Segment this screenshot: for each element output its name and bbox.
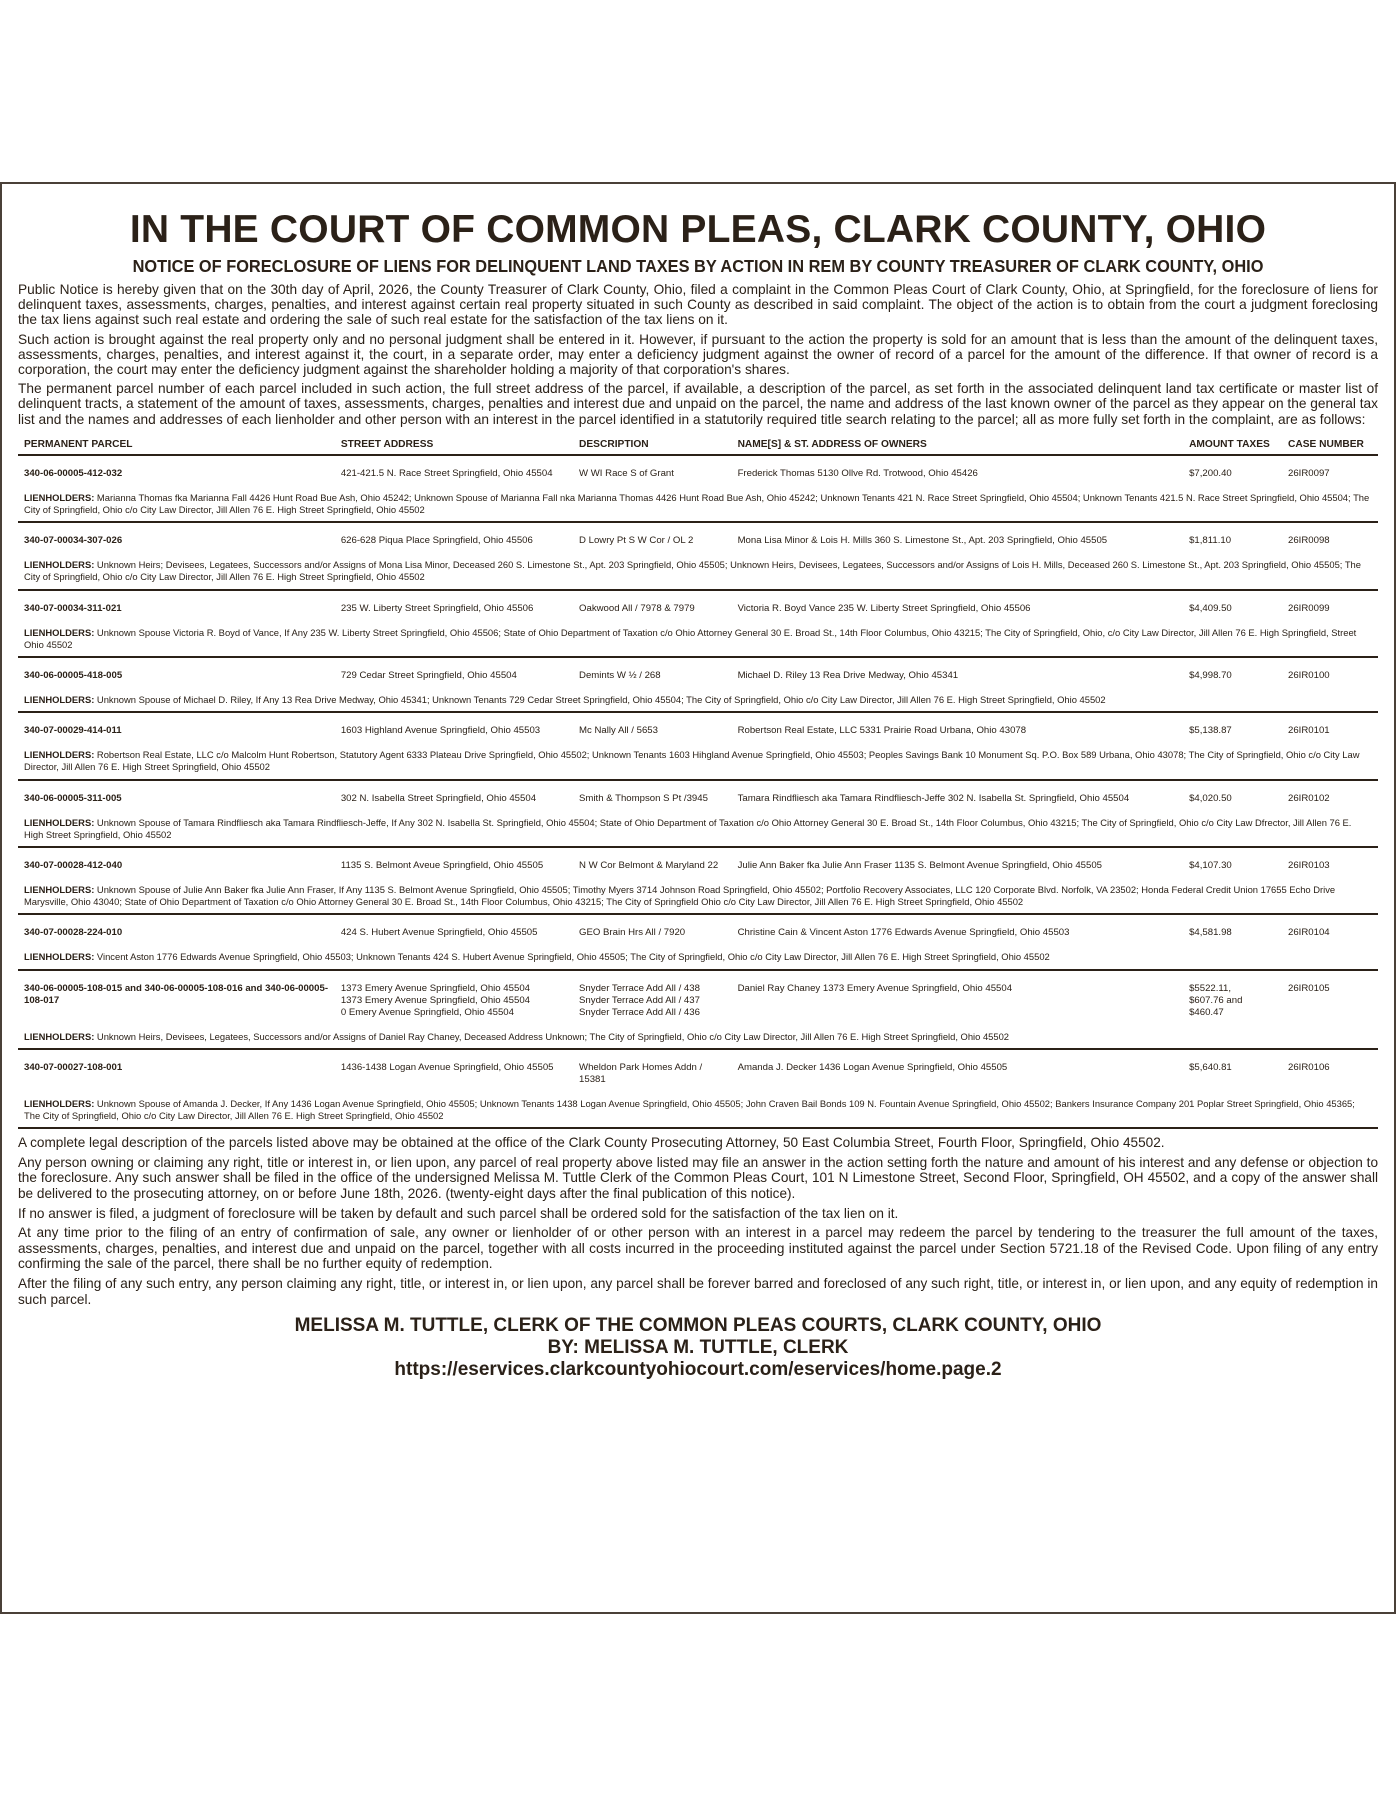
street-address-line: 235 W. Liberty Street Springfield, Ohio 45506	[340, 602, 534, 614]
owner-name-address: Frederick Thomas 5130 Ollve Rd. Trotwood, Ohio 45426	[737, 467, 978, 479]
lienholders-text: Vincent Aston 1776 Edwards Avenue Springfield, Ohio 45503; Unknown Tenants 424 S. Hubert Avenue Springfield, Ohio 45505; The City of Springfield, Ohio c/o City Law Director, Jill Allen 76 E. High Street Springfield, Ohio 45502	[96, 951, 1050, 963]
table-row	[18, 847, 1378, 880]
case-number: 26IR0100	[1288, 670, 1330, 682]
street-address	[335, 1049, 573, 1094]
lienholders-row	[18, 488, 1378, 522]
street-address-line: 1603 Highland Avenue Springfield, Ohio 45503	[340, 725, 541, 737]
table-row	[18, 780, 1378, 813]
table-row	[18, 712, 1378, 745]
lienholders-label: LIENHOLDERS:	[24, 951, 95, 963]
case-number: 26IR0106	[1288, 1061, 1330, 1073]
amount-taxes-line: $460.47	[1189, 1006, 1224, 1018]
amount-taxes-line: $607.76 and	[1189, 994, 1243, 1006]
page-title: IN THE COURT OF COMMON PLEAS, CLARK COUNTY, OHIO	[129, 208, 1267, 251]
street-address	[335, 970, 573, 1027]
lienholders-text: Unknown Heirs; Devisees, Legatees, Successors and/or Assigns of Mona Lisa Minor, Deceased 260 S. Limestone St., Apt. 203 Springfield, Ohio 45505; Unknown Heirs, Devisees, Legatees, Successors and/or Assigns of Lois H. Mills, Deceased 260 S. Limestone St., Apt. 203 Springfield, Ohio 45505; The City of Springfield, Ohio c/o City Law Director, Jill Allen 76 E. High Street Springfield, Ohio 45502	[24, 559, 1361, 583]
clerk-signature-line: MELISSA M. TUTTLE, CLERK OF THE COMMON PLEAS COURTS, CLARK COUNTY, OHIO	[294, 1315, 1102, 1337]
street-address-line: 0 Emery Avenue Springfield, Ohio 45504	[340, 1006, 514, 1018]
amount-taxes	[1183, 590, 1282, 623]
owner-name-address: Daniel Ray Chaney 1373 Emery Avenue Springfield, Ohio 45504	[737, 982, 1013, 994]
parcel-description-line: D Lowry Pt S W Cor / OL 2	[579, 535, 694, 547]
amount-taxes	[1183, 914, 1282, 947]
lienholders-label: LIENHOLDERS:	[24, 626, 95, 638]
closing-paragraph: After the filing of any such entry, any person claiming any right, title, or interest in, or lien upon, any parcel shall be forever barred and foreclosed of any such right, title, or interest in, or lien upon, and any equity of redemption in such parcel.	[18, 1276, 1378, 1307]
amount-taxes	[1183, 522, 1282, 555]
intro-paragraph: Such action is brought against the real property only and no personal judgment shall be entered in it. However, if pursuant to the action the property is sold for an amount that is less than the amount of the delinquent taxes, assessments, charges, penalties, and interest against it, the court, in a separate order, may enter a deficiency judgment against the owner of record of a parcel for the amount of the difference. If that owner of record is a corporation, the court may enter the deficiency judgment against the shareholder holding a majority of that corporation's shares.	[18, 331, 1378, 378]
parcel-description	[573, 657, 732, 690]
table-body	[18, 455, 1378, 1128]
parcel-number: 340-07-00034-307-026	[24, 535, 123, 547]
parcel-description-line: Oakwood All / 7978 & 7979	[579, 602, 695, 614]
street-address	[335, 657, 573, 690]
column-header-description: DESCRIPTION	[573, 435, 732, 455]
street-address-line: 729 Cedar Street Springfield, Ohio 45504	[340, 670, 517, 682]
lienholders-cell	[18, 880, 1378, 914]
amount-taxes-line: $5,640.81	[1189, 1061, 1232, 1073]
amount-taxes-line: $4,998.70	[1189, 670, 1232, 682]
street-address-line: 1373 Emery Avenue Springfield, Ohio 45504	[340, 982, 530, 994]
lienholders-row	[18, 1094, 1378, 1128]
parcel-description-line: GEO Brain Hrs All / 7920	[579, 927, 686, 939]
parcel-description	[573, 1049, 732, 1094]
street-address-line: 1373 Emery Avenue Springfield, Ohio 45504	[340, 994, 530, 1006]
owner-name-address: Amanda J. Decker 1436 Logan Avenue Springfield, Ohio 45505	[737, 1061, 1008, 1073]
amount-taxes-line: $5522.11,	[1189, 982, 1232, 994]
amount-taxes	[1183, 780, 1282, 813]
column-header-owners: NAME[S] & ST. ADDRESS OF OWNERS	[732, 435, 1184, 455]
table-row	[18, 914, 1378, 947]
parcel-description-line: Snyder Terrace Add All / 438	[579, 982, 700, 994]
owner-name-address: Mona Lisa Minor & Lois H. Mills 360 S. Limestone St., Apt. 203 Springfield, Ohio 45505	[737, 535, 1108, 547]
legal-notice	[0, 182, 1396, 1614]
parcel-description-line: Wheldon Park Homes Addn / 15381	[579, 1061, 703, 1085]
lienholders-label: LIENHOLDERS:	[24, 1097, 95, 1109]
case-number: 26IR0102	[1288, 792, 1330, 804]
court-url-link[interactable]: https://eservices.clarkcountyohiocourt.com/eservices/home.page.2	[394, 1359, 1002, 1381]
owner-name-address: Robertson Real Estate, LLC 5331 Prairie Road Urbana, Ohio 43078	[737, 725, 1027, 737]
table-row	[18, 522, 1378, 555]
lienholders-text: Robertson Real Estate, LLC c/o Malcolm Hunt Robertson, Statutory Agent 6333 Plateau Drive Springfield, Ohio 45502; Unknown Tenants 1603 Hihgland Avenue Springfield, Ohio 45503; Peoples Savings Bank 10 Monument Sq. P.O. Box 589 Urbana, Ohio 43078; The City of Springfield, Ohio c/o City Law Director, Jill Allen 76 E. High Street Springfield, Ohio 45502	[24, 749, 1360, 773]
closing-paragraph: If no answer is filed, a judgment of foreclosure will be taken by default and such parcel shall be ordered sold for the satisfaction of the tax lien on it.	[18, 1205, 899, 1221]
table-row	[18, 1049, 1378, 1094]
table-row	[18, 590, 1378, 623]
street-address	[335, 590, 573, 623]
parcel-description-line: Snyder Terrace Add All / 436	[579, 1006, 700, 1018]
lienholders-cell	[18, 623, 1378, 657]
amount-taxes-line: $4,020.50	[1189, 792, 1232, 804]
amount-taxes	[1183, 657, 1282, 690]
case-number: 26IR0105	[1288, 982, 1330, 994]
case-number: 26IR0097	[1288, 467, 1330, 479]
lienholders-row	[18, 1027, 1378, 1049]
lienholders-label: LIENHOLDERS:	[24, 694, 95, 706]
parcel-number: 340-06-00005-418-005	[24, 670, 123, 682]
lienholders-label: LIENHOLDERS:	[24, 816, 95, 828]
amount-taxes	[1183, 970, 1282, 1027]
table-row	[18, 657, 1378, 690]
case-number: 26IR0101	[1288, 725, 1330, 737]
parcel-number: 340-06-00005-311-005	[24, 792, 122, 804]
lienholders-row	[18, 690, 1378, 712]
lienholders-cell	[18, 488, 1378, 522]
lienholders-cell	[18, 813, 1378, 847]
closing-section	[18, 1135, 1378, 1307]
parcel-description	[573, 780, 732, 813]
lienholders-text: Unknown Spouse of Julie Ann Baker fka Julie Ann Fraser, If Any 1135 S. Belmont Avenue Springfield, Ohio 45505; Timothy Myers 3714 Johnson Road Springfield, Ohio 45502; Portfolio Recovery Associates, LLC 120 Corporate Blvd. Norfolk, VA 23502; Honda Federal Credit Union 17655 Echo Drive Marysville, Ohio 43040; State of Ohio Department of Taxation c/o Ohio Attorney General 30 E. Broad St., 14th Floor Columbus, Ohio 43215; The City of Springfield Ohio c/o City Law Director, Jill Allen 76 E. High Street Springfield, Ohio 45502	[24, 884, 1336, 908]
street-address-line: 1436-1438 Logan Avenue Springfield, Ohio 45505	[340, 1061, 554, 1073]
amount-taxes-line: $5,138.87	[1189, 725, 1232, 737]
signature-block	[18, 1315, 1378, 1381]
lienholders-row	[18, 745, 1378, 779]
lienholders-text: Unknown Spouse Victoria R. Boyd of Vance, If Any 235 W. Liberty Street Springfield, Ohio 45506; State of Ohio Department of Taxation c/o Ohio Attorney General 30 E. Broad St., 14th Floor Columbus, Ohio 43215; The City of Springfield, Ohio, c/o City Law Director, Jill Allen 76 E. High Springfield, Street Ohio 45502	[24, 626, 1357, 650]
lienholders-cell	[18, 1027, 1378, 1049]
table-row	[18, 455, 1378, 488]
lienholders-label: LIENHOLDERS:	[24, 1030, 95, 1042]
amount-taxes	[1183, 847, 1282, 880]
amount-taxes-line: $1,811.10	[1189, 535, 1232, 547]
notice-subtitle: NOTICE OF FORECLOSURE OF LIENS FOR DELINQUENT LAND TAXES BY ACTION IN REM BY COUNTY TREASURER OF CLARK COUNTY, OHIO	[132, 256, 1264, 276]
lienholders-row	[18, 813, 1378, 847]
owner-name-address: Julie Ann Baker fka Julie Ann Fraser 1135 S. Belmont Avenue Springfield, Ohio 45505	[737, 860, 1102, 872]
parcel-number: 340-06-00005-108-015 and 340-06-00005-108-016 and 340-06-00005-108-017	[24, 982, 329, 1006]
street-address-line: 421-421.5 N. Race Street Springfield, Ohio 45504	[340, 467, 553, 479]
table-row	[18, 970, 1378, 1027]
street-address-line: 626-628 Piqua Place Springfield, Ohio 45506	[340, 535, 533, 547]
parcel-description	[573, 455, 732, 488]
column-header-parcel: PERMANENT PARCEL	[18, 435, 335, 455]
lienholders-row	[18, 555, 1378, 589]
closing-paragraph: At any time prior to the filing of an entry of confirmation of sale, any owner or lienholder of or other person with an interest in a parcel may redeem the parcel by tendering to the treasurer the full amount of the taxes, assessments, charges, penalties, and interest due and unpaid on the parcel, together with all costs incurred in the proceeding instituted against the parcel under Section 5721.18 of the Revised Code. Upon filing of any entry confirming the sale of the parcel, there shall be no further equity of redemption.	[18, 1225, 1378, 1272]
parcel-number: 340-07-00028-224-010	[24, 927, 123, 939]
parcel-number: 340-07-00028-412-040	[24, 860, 123, 872]
street-address-line: 302 N. Isabella Street Springfield, Ohio 45504	[340, 792, 537, 804]
owner-name-address: Michael D. Riley 13 Rea Drive Medway, Ohio 45341	[737, 670, 959, 682]
parcel-number: 340-07-00027-108-001	[24, 1061, 123, 1073]
parcel-description	[573, 522, 732, 555]
intro-paragraph: The permanent parcel number of each parcel included in such action, the full street address of the parcel, if available, a description of the parcel, as set forth in the associated delinquent land tax certificate or master list of delinquent tracts, a statement of the amount of taxes, assessments, charges, penalties and interest due and unpaid on the parcel, the name and address of the last known owner of the parcel as they appear on the general tax list and the names and addresses of each lienholder and other person with an interest in the parcel identified in a statutorily required title search relating to the parcel; all as more fully set forth in the complaint, are as follows:	[18, 381, 1378, 427]
intro-paragraph: Public Notice is hereby given that on the 30th day of April, 2026, the County Treasurer of Clark County, Ohio, filed a complaint in the Common Pleas Court of Clark County, Ohio, at Springfield, for the foreclosure of liens for delinquent taxes, assessments, charges, penalties, and interest against certain real property situated in such County as described in said complaint. The object of the action is to obtain from the court a judgment foreclosing the tax liens against such real estate and ordering the sale of such real estate for the satisfaction of the tax liens on it.	[18, 282, 1378, 328]
parcel-description	[573, 590, 732, 623]
parcel-description-line: Demints W ½ / 268	[579, 670, 661, 682]
owner-name-address: Tamara Rindfliesch aka Tamara Rindfliesch-Jeffe 302 N. Isabella St. Springfield, Ohio 45504	[737, 792, 1130, 804]
parcel-number: 340-07-00034-311-021	[24, 602, 122, 614]
lienholders-row	[18, 947, 1378, 969]
closing-paragraph: A complete legal description of the parcels listed above may be obtained at the office of the Clark County Prosecuting Attorney, 50 East Columbia Street, Fourth Floor, Springfield, Ohio 45502.	[18, 1135, 1165, 1151]
case-number: 26IR0098	[1288, 535, 1330, 547]
lienholders-cell	[18, 690, 1378, 712]
closing-paragraph: Any person owning or claiming any right, title or interest in, or lien upon, any parcel of real property above listed may file an answer in the action setting forth the nature and amount of his interest and any defense or objection to the foreclosure. Any such answer shall be filed in the office of the undersigned Melissa M. Tuttle Clerk of the Common Pleas Court, 101 N Limestone Street, Second Floor, Springfield, OH 45502, and a copy of the answer shall be delivered to the prosecuting attorney, on or before June 18th, 2026. (twenty-eight days after the final publication of this notice).	[18, 1154, 1378, 1202]
amount-taxes	[1183, 712, 1282, 745]
amount-taxes	[1183, 1049, 1282, 1094]
column-header-case: CASE NUMBER	[1282, 435, 1378, 455]
lienholders-row	[18, 623, 1378, 657]
parcel-number: 340-06-00005-412-032	[24, 467, 123, 479]
amount-taxes-line: $4,581.98	[1189, 927, 1232, 939]
street-address	[335, 914, 573, 947]
street-address	[335, 712, 573, 745]
parcel-description	[573, 914, 732, 947]
case-number: 26IR0099	[1288, 602, 1330, 614]
street-address-line: 1135 S. Belmont Aveue Springfield, Ohio 45505	[340, 860, 544, 872]
street-address	[335, 455, 573, 488]
lienholders-text: Unknown Spouse of Michael D. Riley, If Any 13 Rea Drive Medway, Ohio 45341; Unknown Tenants 729 Cedar Street Springfield, Ohio 45504; The City of Springfield, Ohio c/o City Law Director, Jill Allen 76 E. High Street Springfield, Ohio 45502	[96, 694, 1106, 706]
owner-name-address: Victoria R. Boyd Vance 235 W. Liberty Street Springfield, Ohio 45506	[737, 602, 1031, 614]
lienholders-label: LIENHOLDERS:	[24, 884, 95, 896]
lienholders-text: Unknown Spouse of Tamara Rindfliesch aka Tamara Rindfliesch-Jeffe, If Any 302 N. Isabella St. Springfield, Ohio 45504; State of Ohio Department of Taxation c/o Ohio Attorney General 30 E. Broad St., 14th Floor Columbus, Ohio 43215; The City of Springfield, Ohio c/o City Law Dfrector, Jill Allen 76 E. High Street Springfield, Ohio 45502	[24, 816, 1352, 840]
parcel-description	[573, 712, 732, 745]
parcel-description-line: Smith & Thompson S Pt /3945	[579, 792, 708, 804]
parcels-table	[18, 435, 1378, 1129]
amount-taxes-line: $4,409.50	[1189, 602, 1232, 614]
lienholders-cell	[18, 947, 1378, 969]
parcel-description-line: W WI Race S of Grant	[579, 467, 674, 479]
street-address	[335, 522, 573, 555]
amount-taxes-line: $7,200.40	[1189, 467, 1232, 479]
case-number: 26IR0104	[1288, 927, 1330, 939]
lienholders-text: Unknown Spouse of Amanda J. Decker, If Any 1436 Logan Avenue Springfield, Ohio 45505; Unknown Tenants 1438 Logan Avenue Springfield, Ohio 45505; John Craven Bail Bonds 109 N. Fountain Avenue Springfield, Ohio 45502; Bankers Insurance Company 201 Poplar Street Springfield, Ohio 45365; The City of Springfield, Ohio c/o City Law Director, Jill Allen 76 E. High Street Springfield, Ohio 45502	[24, 1097, 1355, 1122]
lienholders-cell	[18, 1094, 1378, 1128]
column-header-address: STREET ADDRESS	[335, 435, 573, 455]
parcel-description-line: Mc Nally All / 5653	[579, 725, 658, 737]
case-number: 26IR0103	[1288, 860, 1330, 872]
parcel-description	[573, 847, 732, 880]
amount-taxes-line: $4,107.30	[1189, 860, 1232, 872]
parcel-description	[573, 970, 732, 1027]
lienholders-label: LIENHOLDERS:	[24, 491, 95, 503]
parcel-description-line: N W Cor Belmont & Maryland 22	[579, 860, 719, 872]
parcel-number: 340-07-00029-414-011	[24, 725, 122, 737]
amount-taxes	[1183, 455, 1282, 488]
street-address	[335, 847, 573, 880]
street-address-line: 424 S. Hubert Avenue Springfield, Ohio 45505	[340, 927, 538, 939]
lienholders-row	[18, 880, 1378, 914]
lienholders-cell	[18, 745, 1378, 779]
clerk-by-line: BY: MELISSA M. TUTTLE, CLERK	[547, 1337, 849, 1359]
table-header	[18, 435, 1378, 455]
lienholders-label: LIENHOLDERS:	[24, 749, 95, 761]
lienholders-label: LIENHOLDERS:	[24, 559, 95, 571]
lienholders-cell	[18, 555, 1378, 589]
lienholders-text: Unknown Heirs, Devisees, Legatees, Successors and/or Assigns of Daniel Ray Chaney, Deceased Address Unknown; The City of Springfield, Ohio c/o City Law Director, Jill Allen 76 E. High Street Springfield, Ohio 45502	[96, 1030, 1010, 1042]
lienholders-text: Marianna Thomas fka Marianna Fall 4426 Hunt Road Bue Ash, Ohio 45242; Unknown Spouse of Marianna Fall nka Marianna Thomas 4426 Hunt Road Bue Ash, Ohio 45242; Unknown Tenants 421 N. Race Street Springfield, Ohio 45504; Unknown Tenants 421.5 N. Race Street Springfield, Ohio 45504; The City of Springfield, Ohio c/o City Law Director, Jill Allen 76 E. High Street Springfield, Ohio 45502	[24, 491, 1370, 516]
column-header-amount: AMOUNT TAXES	[1183, 435, 1282, 455]
street-address	[335, 780, 573, 813]
owner-name-address: Christine Cain & Vincent Aston 1776 Edwards Avenue Springfield, Ohio 45503	[737, 927, 1070, 939]
parcel-description-line: Snyder Terrace Add All / 437	[579, 994, 700, 1006]
